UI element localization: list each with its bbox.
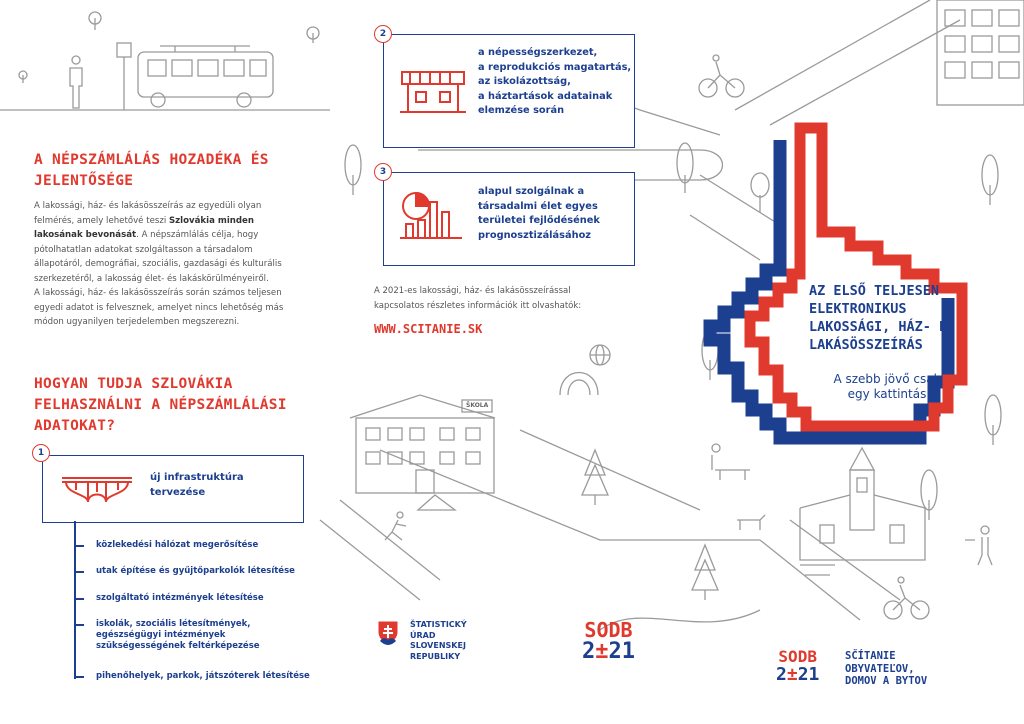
school-building-icon — [350, 395, 495, 493]
box-text-line: elemzése során — [478, 105, 565, 116]
fountain-icon — [800, 565, 835, 575]
tree-icon — [345, 145, 361, 195]
cyclist-icon — [699, 55, 744, 97]
paragraph-text: . A népszámlálás célja, hogy — [136, 230, 259, 240]
list-tick — [74, 676, 84, 678]
bus-stop-sign-icon — [117, 43, 131, 110]
tree-icon — [921, 470, 937, 520]
stat-office-line: ÚRAD — [410, 630, 436, 640]
step-number-badge: 1 — [32, 444, 50, 462]
box-text-line: a népességszerkezet, — [478, 47, 598, 58]
paragraph-line: egyedi adatot is felvesznek, amelyet nincs lehetőség más — [34, 302, 284, 313]
paragraph-line: módon ugyanilyen terjedelemben megszerezni. — [34, 317, 240, 327]
school-sign: ŠKOLA — [466, 402, 489, 409]
apartment-building-icon — [937, 0, 1024, 105]
box-text-line: területei fejlődésének — [478, 215, 600, 226]
paragraph-bold: lakosának bevonását — [34, 230, 137, 240]
dog-icon — [737, 515, 765, 530]
step-number-badge: 2 — [374, 25, 392, 43]
logo-digit: 21 — [608, 639, 635, 664]
logo-bottom — [776, 665, 819, 685]
section-title-line: JELENTŐSÉGE — [34, 173, 134, 189]
logo-digit: 2 — [582, 639, 596, 664]
headline-line: AZ ELSŐ TELJESEN — [809, 283, 940, 299]
list-tick — [74, 545, 84, 547]
runner-icon — [385, 512, 406, 540]
box-text-line: a reprodukciós magatartás, — [478, 61, 632, 73]
headline-line: LAKÁSÖSSZEÍRÁS — [809, 337, 923, 353]
paragraph-bold: Szlovákia minden — [168, 215, 254, 226]
slovak-coat-of-arms-icon — [377, 620, 399, 646]
paragraph-line: A lakossági, ház- és lakásösszeírás során számos teljesen — [34, 288, 282, 298]
tent-icon — [418, 495, 455, 510]
paragraph-line: állapotáról, demográfiai, szociális, gazdasági és kulturális — [34, 259, 282, 269]
cyclist-icon — [884, 577, 929, 619]
tree-icon — [692, 545, 718, 600]
arch-icon — [560, 373, 598, 396]
paragraph-line: pótolhatatlan adatokat szolgáltasson a társadalom — [34, 244, 253, 255]
list-item: közlekedési hálózat megerősítése — [96, 540, 259, 550]
list-item-line: iskolák, szociális létesítmények, — [96, 619, 251, 629]
logo-digit: 2 — [776, 664, 787, 685]
list-item: szolgáltató intézmények létesítése — [96, 593, 264, 603]
paragraph-text: felmérés, amely lehetővé teszi — [34, 215, 169, 226]
bridge-icon — [62, 470, 132, 504]
person-icon — [70, 56, 82, 108]
section-title-line: FELHASZNÁLNI A NÉPSZÁMLÁLÁSI — [34, 397, 287, 413]
box-text-line: társadalmi élet egyes — [478, 200, 598, 212]
box-text-line: új infrastruktúra — [150, 472, 244, 483]
list-tick — [74, 598, 84, 600]
stat-office-line: SLOVENSKEJ — [410, 641, 466, 650]
headline-line: LAKOSSÁGI, HÁZ- ÉS — [809, 319, 956, 335]
paragraph-line: A lakossági, ház- és lakásösszeírás az egyedüli olyan — [34, 201, 262, 211]
box-text-line: prognosztizálásához — [478, 229, 591, 241]
headline-line: ELEKTRONIKUS — [809, 301, 907, 317]
logo-text-line: DOMOV A BYTOV — [845, 675, 928, 687]
info-text-line: A 2021-es lakossági, ház- és lakásösszeírással — [374, 286, 571, 296]
church-icon — [800, 448, 925, 560]
list-item: utak építése és gyűjtőparkolók létesítése — [96, 566, 295, 576]
paragraph-line — [34, 214, 324, 229]
house-icon — [400, 68, 466, 116]
list-item: pihenőhelyek, parkok, játszóterek létesítése — [96, 671, 310, 681]
paragraph-line: szerkezetéről, a lakosság élet- és lakáskörülményeiről. — [34, 273, 269, 284]
section-title-line: ADATOKAT? — [34, 418, 116, 434]
subline: A szebb jövő csak — [833, 372, 941, 386]
info-text-line: kapcsolatos részletes információk itt olvashatók: — [374, 301, 582, 311]
bar-pie-chart-icon — [400, 190, 462, 242]
sodb-logo-bottom — [582, 640, 635, 664]
logo-plusminus: ± — [786, 664, 798, 685]
sodb-logo-bottom-right — [776, 648, 819, 685]
step-number-badge: 3 — [374, 163, 392, 181]
logo-top: SODB — [778, 647, 817, 666]
box-text-line: a háztartások adatainak — [478, 90, 613, 102]
section-title-line: A NÉPSZÁMLÁLÁS HOZADÉKA ÉS — [34, 152, 269, 168]
box-text-line: tervezése — [150, 487, 206, 498]
stat-office-line: REPUBLIKY — [410, 651, 461, 661]
list-item — [96, 619, 260, 652]
subline: egy kattintás — [847, 387, 927, 401]
paragraph-line — [34, 228, 324, 243]
logo-digit: 21 — [797, 664, 820, 685]
website-link[interactable]: WWW.SCITANIE.SK — [374, 322, 483, 336]
logo-text-line: OBYVATEĽOV, — [845, 662, 915, 675]
list-tick — [74, 624, 84, 626]
list-tick — [74, 571, 84, 573]
logo-plusminus: ± — [595, 639, 609, 664]
sodb-logo-top: SODB — [584, 618, 633, 642]
intro-paragraph — [34, 199, 324, 330]
logo-text-line: SČÍTANIE — [845, 650, 896, 662]
sodb-logo-middle — [582, 620, 635, 664]
section-title-line: HOGYAN TUDJA SZLOVÁKIA — [34, 376, 233, 392]
list-item-line: szükségességének feltérképezése — [96, 641, 260, 651]
list-item-line: egészségügyi intézmények — [96, 630, 226, 640]
stat-office-line: ŠTATISTICKÝ — [410, 620, 467, 629]
globe-icon — [590, 345, 610, 365]
tree-icon — [582, 450, 608, 505]
box-text-line: alapul szolgálnak a — [478, 186, 585, 197]
box-text-line: az iskolázottság, — [478, 76, 571, 87]
bus-icon — [138, 46, 273, 107]
waiter-icon — [965, 526, 992, 565]
